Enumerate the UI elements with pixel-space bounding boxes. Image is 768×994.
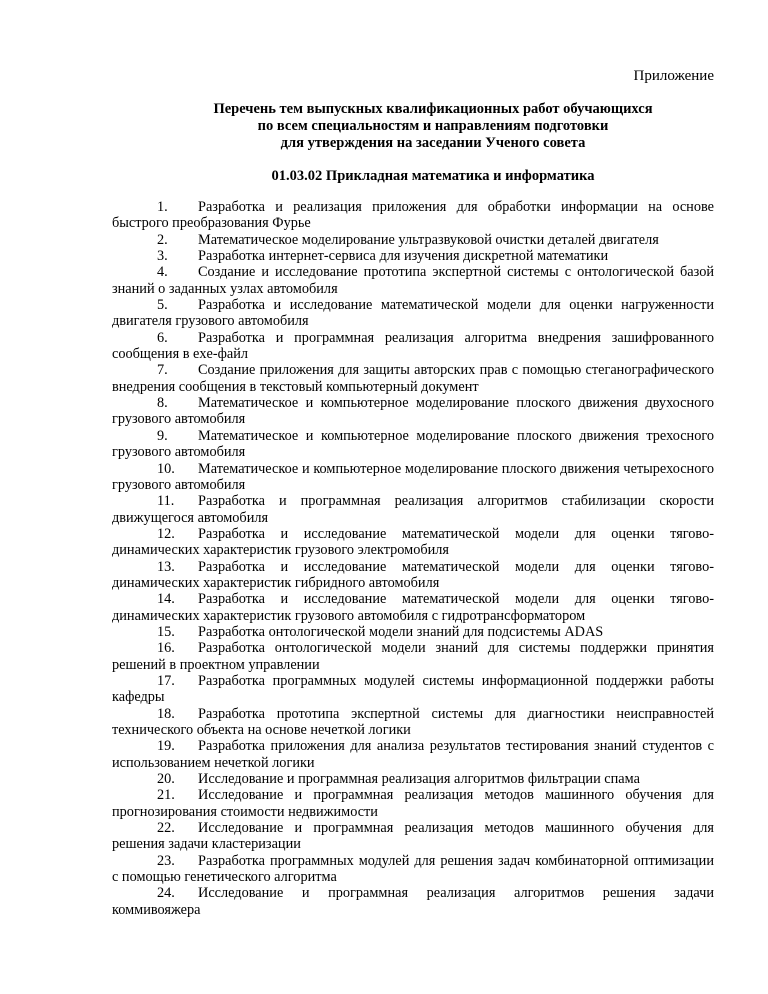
topic-item [112,640,714,673]
topic-number: 10. [157,460,175,477]
topic-item [112,297,714,330]
topic-item [112,853,714,886]
topic-number: 6. [157,329,168,346]
topic-text: Создание и исследование прототипа экспертной системы с онтологической базой знаний о заданных узлах автомобиля [112,264,714,297]
topic-item [112,395,714,428]
topic-item [112,493,714,526]
topic-text: Разработка и программная реализация алгоритмов стабилизации скорости движущегося автомобиля [112,493,714,526]
topic-text: Исследование и программная реализация методов машинного обучения для решения задачи кластеризации [112,820,714,853]
specialty-heading: 01.03.02 Прикладная математика и информатика [271,168,595,184]
topic-number: 5. [157,297,168,314]
topic-item [112,362,714,395]
topic-number: 14. [157,591,175,608]
topic-item [112,706,714,739]
topic-text: Математическое и компьютерное моделирование плоского движения двухосного грузового автомобиля [112,395,714,428]
topic-item [112,738,714,771]
topic-item [112,264,714,297]
topic-number: 23. [157,852,175,869]
topic-text: Математическое моделирование ультразвуковой очистки деталей двигателя [198,231,659,248]
topic-item [112,559,714,592]
topic-number: 19. [157,738,175,755]
topic-item [112,624,714,640]
topic-item [112,248,714,264]
topic-text: Разработка и исследование математической модели для оценки тягово-динамических характеристик гибридного автомобиля [112,558,714,591]
topic-number: 22. [157,820,175,837]
topic-text: Исследование и программная реализация методов машинного обучения для прогнозирования стоимости недвижимости [112,787,714,820]
topic-text: Разработка программных модулей для решения задач комбинаторной оптимизации с помощью генетического алгоритма [112,852,714,886]
topic-number: 2. [157,231,168,248]
topic-number: 8. [157,395,168,412]
topic-text: Разработка программных модулей системы информационной поддержки работы кафедры [112,672,714,706]
topic-text: Разработка и исследование математической модели для оценки тягово-динамических характеристик грузового автомобиля с гидротрансформатором [112,591,714,624]
topic-text: Разработка приложения для анализа результатов тестирования знаний студентов с использованием нечеткой логики [112,738,714,771]
topic-number: 17. [157,672,175,689]
title-line: для утверждения на заседании Ученого совета [280,135,586,151]
topic-number: 21. [157,787,175,804]
topic-number: 18. [157,705,175,722]
topic-item [112,787,714,820]
topic-text: Разработка и программная реализация алгоритма внедрения зашифрованного сообщения в exe-файл [112,329,714,363]
topic-text: Разработка и исследование математической модели для оценки нагруженности двигателя грузового автомобиля [112,297,714,330]
topic-text: Математическое и компьютерное моделирование плоского движения трехосного грузового автомобиля [112,427,714,461]
topic-number: 7. [157,362,168,379]
topic-number: 20. [157,771,175,788]
topic-item [112,330,714,363]
topic-number: 16. [157,640,175,657]
title-line: Перечень тем выпускных квалификационных работ обучающихся [213,101,653,117]
topic-list [112,199,714,918]
topic-number: 13. [157,558,175,575]
topic-item [112,232,714,248]
topic-item [112,461,714,494]
topic-item [112,771,714,787]
topic-text: Разработка прототипа экспертной системы для диагностики неисправностей технического объекта на основе нечеткой логики [112,705,714,738]
topic-text: Разработка интернет-сервиса для изучения дискретной математики [198,248,609,265]
document-title [112,101,754,152]
topic-text: Разработка онтологической модели знаний для системы поддержки принятия решений в проектном управлении [112,640,714,673]
topic-number: 4. [157,264,168,281]
topic-number: 11. [157,493,175,510]
topic-number: 15. [157,623,175,640]
title-line: по всем специальностям и направлениям подготовки [257,118,609,134]
topic-text: Разработка и исследование математической модели для оценки тягово-динамических характеристик грузового электромобиля [112,525,714,559]
topic-text: Математическое и компьютерное моделирование плоского движения четырехосного грузового автомобиля [112,460,714,493]
topic-item [112,673,714,706]
topic-item [112,885,714,918]
topic-text: Создание приложения для защиты авторских прав с помощью стеганографического внедрения сообщения в текстовый компьютерный документ [112,362,714,395]
topic-number: 1. [157,199,168,215]
topic-item [112,199,714,232]
topic-item [112,820,714,853]
topic-text: Исследование и программная реализация алгоритмов фильтрации спама [198,771,640,788]
topic-item [112,591,714,624]
topic-number: 12. [157,525,175,542]
topic-number: 3. [157,248,168,265]
topic-text: Исследование и программная реализация алгоритмов решения задачи коммивояжера [112,885,714,918]
topic-text: Разработка и реализация приложения для обработки информации на основе быстрого преобразования Фурье [112,199,714,232]
topic-text: Разработка онтологической модели знаний для подсистемы ADAS [198,623,604,640]
topic-number: 24. [157,885,175,902]
topic-number: 9. [157,427,168,444]
topic-item [112,428,714,461]
topic-item [112,526,714,559]
appendix-label: Приложение [633,68,714,84]
